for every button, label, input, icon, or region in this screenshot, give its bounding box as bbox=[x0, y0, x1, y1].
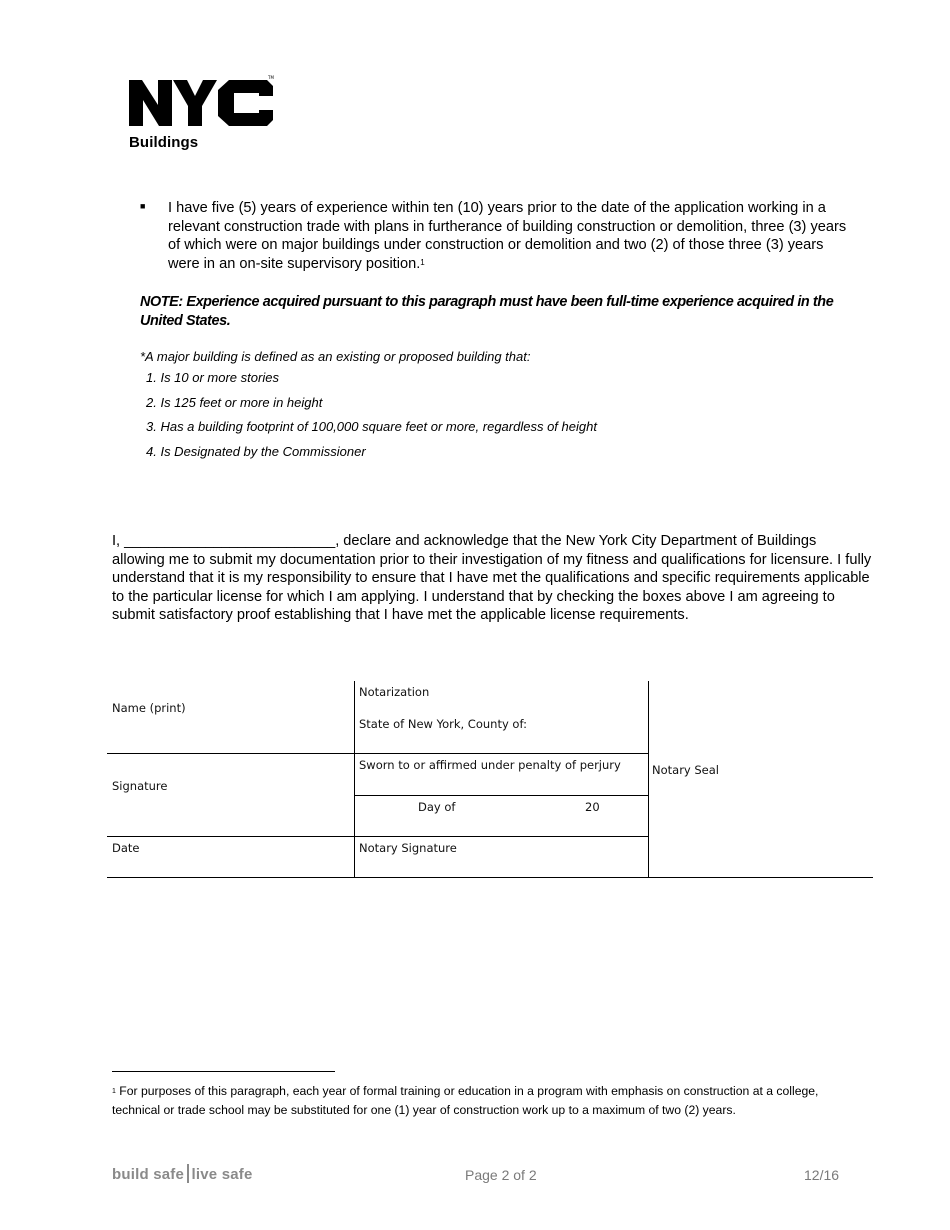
requirement-body: I have five (5) years of experience within ten (10) years prior to the date of the application working in a relevant construction trade with plans in furtherance of building construction or demolition, three (3) years of which were on major buildings under construction or demolition and two (2) of those three (3) years were in an on-site supervisory position. bbox=[168, 200, 847, 272]
experience-note: NOTE: Experience acquired pursuant to this paragraph must have been full-time experience acquired in the United States. bbox=[140, 294, 834, 329]
declarant-name-blank[interactable]: __________________________ bbox=[124, 533, 336, 549]
table-divider bbox=[648, 681, 649, 878]
slogan-live-safe: live safe bbox=[191, 1166, 253, 1183]
declaration-paragraph bbox=[112, 532, 872, 625]
definition-item: 4. Is Designated by the Commissioner bbox=[146, 443, 366, 459]
table-divider bbox=[354, 681, 355, 878]
logo-subtitle: Buildings bbox=[129, 134, 199, 151]
day-of-field[interactable]: Day of bbox=[418, 800, 456, 814]
footnote-separator bbox=[112, 1071, 335, 1072]
table-rule bbox=[107, 836, 649, 837]
definition-intro: *A major building is defined as an existing or proposed building that: bbox=[140, 349, 531, 364]
county-field[interactable]: State of New York, County of: bbox=[359, 717, 527, 731]
footnote-marker: 1 bbox=[112, 1088, 116, 1095]
table-rule bbox=[107, 877, 873, 878]
notarization-label: Notarization bbox=[359, 685, 430, 699]
footnote-ref: 1 bbox=[420, 257, 425, 267]
svg-text:TM: TM bbox=[268, 75, 274, 80]
definition-item: 3. Has a building footprint of 100,000 square feet or more, regardless of height bbox=[146, 419, 597, 434]
date-field[interactable]: Date bbox=[112, 841, 140, 855]
sworn-label: Sworn to or affirmed under penalty of perjury bbox=[359, 758, 621, 772]
table-rule bbox=[107, 753, 649, 754]
name-print-field[interactable]: Name (print) bbox=[112, 701, 186, 715]
definition-item: 1. Is 10 or more stories bbox=[146, 370, 279, 385]
declaration-text: , declare and acknowledge that the New York City Department of Buildings allowing me to submit my documentation prior to their investigation of my fitness and qualifications for licensure. I fully understand that it is my responsibility to ensure that I have met the qualifications and specific requirements applicable to the particular license for which I am applying. I understand that by checking the boxes above I am agreeing to submit satisfactory proof establishing that I have met the applicable license requirements. bbox=[112, 533, 872, 624]
year-field[interactable]: 20 bbox=[585, 800, 600, 814]
footnote-text: For purposes of this paragraph, each year of formal training or education in a program with emphasis on construction at a college, technical or trade school may be substituted for one (1) year of construction work up to a maximum of two (2) years. bbox=[112, 1084, 819, 1117]
notary-signature-field[interactable]: Notary Signature bbox=[359, 841, 457, 855]
page-number: Page 2 of 2 bbox=[465, 1167, 537, 1183]
footnote bbox=[112, 1082, 852, 1120]
definition-item: 2. Is 125 feet or more in height bbox=[146, 394, 323, 410]
table-rule bbox=[355, 795, 649, 796]
requirement-text bbox=[168, 199, 858, 273]
slogan-divider bbox=[187, 1164, 189, 1183]
notary-seal-area: Notary Seal bbox=[652, 763, 720, 777]
nyc-logo bbox=[129, 74, 275, 132]
definition-list bbox=[146, 370, 597, 468]
notary-form-table bbox=[107, 681, 873, 878]
footer-slogan bbox=[112, 1164, 253, 1183]
bullet-square-icon: ■ bbox=[140, 201, 146, 211]
signature-field[interactable]: Signature bbox=[112, 779, 168, 793]
declaration-prefix: I, bbox=[112, 533, 121, 549]
form-version: 12/16 bbox=[804, 1167, 840, 1183]
slogan-build-safe: build safe bbox=[112, 1166, 185, 1183]
